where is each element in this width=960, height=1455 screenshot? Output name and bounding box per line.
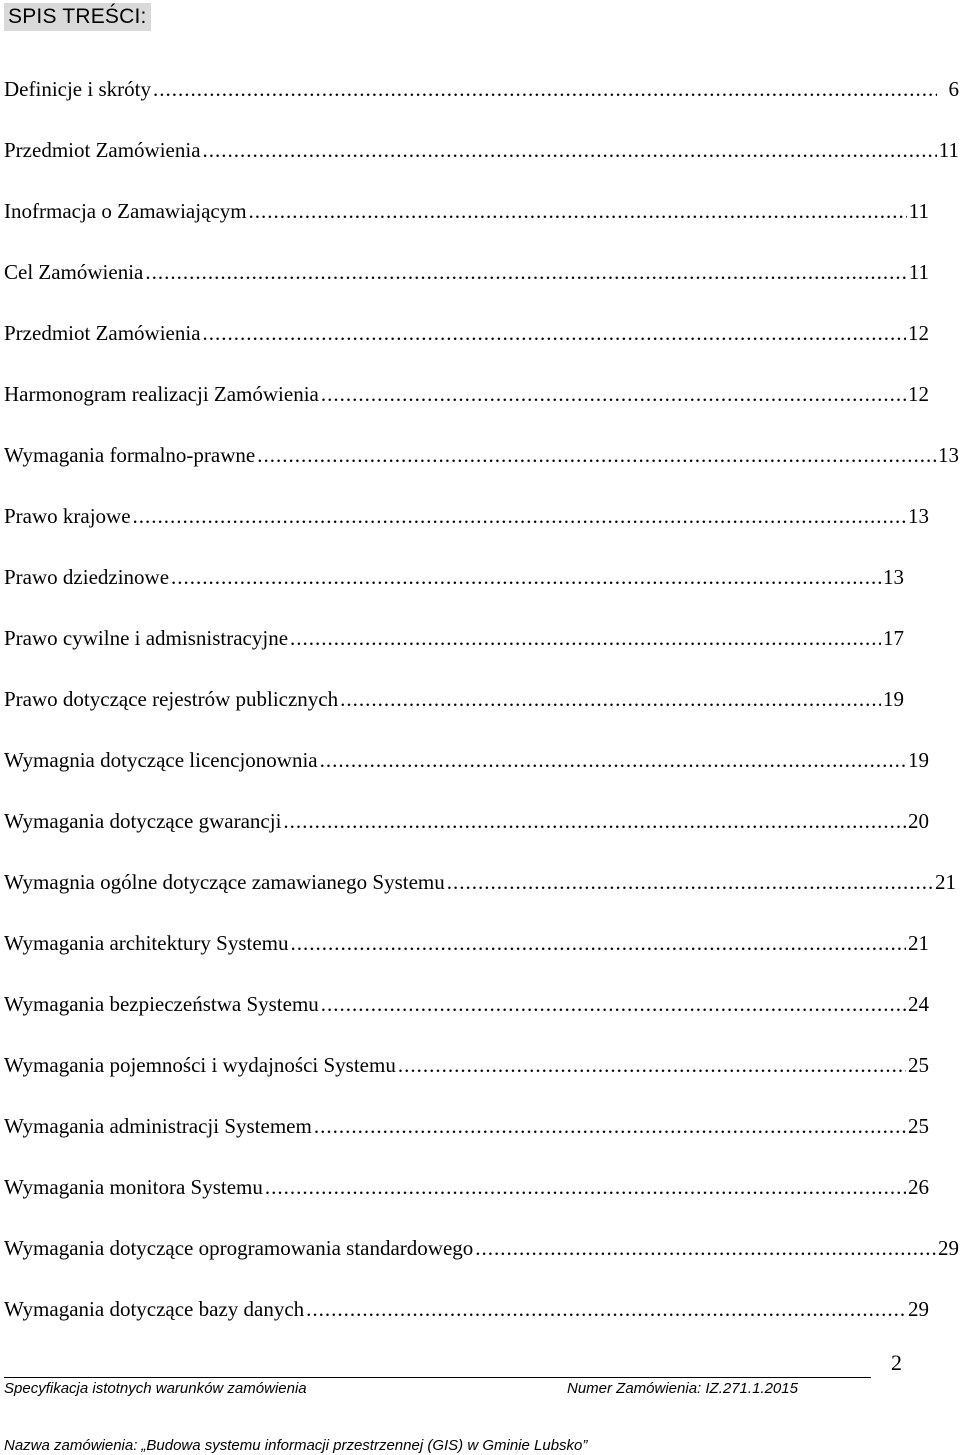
toc-entry-title: Wymagania dotyczące gwarancji (4, 809, 282, 833)
dot-leader (320, 743, 906, 777)
dot-leader (257, 438, 936, 472)
toc-entry-title: Definicje i skróty (4, 77, 151, 101)
toc-entry-title: Prawo dziedzinowe (4, 565, 170, 589)
dot-leader (283, 804, 906, 838)
dot-leader (249, 194, 907, 228)
toc-entry-page: 11 (938, 138, 959, 162)
toc-entry[interactable] (4, 743, 929, 804)
footer-order-name-value: „Budowa systemu informacji przestrzennej (GIS) w Gminie Lubsko” (141, 1437, 588, 1454)
toc-entry-title: Wymagania formalno-prawne (4, 443, 256, 467)
dot-leader (340, 682, 881, 716)
toc-entry-page: 11 (908, 260, 929, 284)
toc-entry[interactable] (4, 499, 929, 560)
dot-leader (145, 255, 906, 289)
dot-leader (265, 1170, 906, 1204)
dot-leader (133, 499, 906, 533)
toc-entry[interactable] (4, 133, 959, 194)
toc-entry[interactable] (4, 1231, 959, 1292)
footer-divider (4, 1377, 871, 1378)
toc-entry-title: Prawo cywilne i admisnistracyjne (4, 626, 289, 650)
footer-spec-line (4, 1380, 864, 1398)
dot-leader (290, 926, 906, 960)
toc-entry-title: Inofrmacja o Zamawiającym (4, 199, 247, 223)
toc-entry[interactable] (4, 255, 929, 316)
toc-entry-page: 12 (908, 382, 929, 406)
toc-entry[interactable] (4, 1109, 929, 1170)
toc-entry-page: 19 (908, 748, 929, 772)
page-number: 2 (891, 1350, 902, 1375)
dot-leader (447, 865, 933, 899)
toc-entry[interactable] (4, 1170, 929, 1231)
dot-leader (203, 316, 906, 350)
footer-order-number: Numer Zamówienia: IZ.271.1.2015 (567, 1380, 798, 1397)
toc-entry-page: 19 (883, 687, 904, 711)
toc-entry-page: 21 (935, 870, 956, 894)
toc-entry-page: 29 (908, 1297, 929, 1321)
toc-entry-title: Wymagania monitora Systemu (4, 1175, 263, 1199)
toc-entry-page: 21 (908, 931, 929, 955)
toc-entry-title: Prawo krajowe (4, 504, 131, 528)
toc-entry-page: 11 (908, 199, 929, 223)
toc-entry[interactable] (4, 1292, 929, 1353)
dot-leader (306, 1292, 906, 1326)
dot-leader (314, 1109, 906, 1143)
toc-entry-page: 13 (908, 504, 929, 528)
dot-leader (321, 377, 906, 411)
toc-entry-title: Przedmiot Zamówienia (4, 321, 201, 345)
toc-entry[interactable] (4, 926, 929, 987)
toc-entry-title: Wymagania pojemności i wydajności Systemu (4, 1053, 396, 1077)
toc-entry-title: Harmonogram realizacji Zamówienia (4, 382, 319, 406)
dot-leader (203, 133, 937, 167)
toc-entry-page: 26 (908, 1175, 929, 1199)
toc-entry[interactable] (4, 438, 959, 499)
toc-entry-title: Cel Zamówienia (4, 260, 144, 284)
toc-entry[interactable] (4, 865, 956, 926)
dot-leader (321, 987, 906, 1021)
toc-entry-title: Przedmiot Zamówienia (4, 138, 201, 162)
dot-leader (475, 1231, 936, 1265)
toc-entry-title: Wymagnia dotyczące licencjonownia (4, 748, 318, 772)
toc-entry-page: 25 (908, 1114, 929, 1138)
dot-leader (290, 621, 881, 655)
footer-order-name-label: Nazwa zamówienia: (4, 1437, 138, 1454)
table-of-contents (4, 72, 960, 1353)
toc-entry[interactable] (4, 621, 904, 682)
toc-entry-title: Wymagania dotyczące bazy danych (4, 1297, 305, 1321)
toc-entry-title: Wymagania bezpieczeństwa Systemu (4, 992, 319, 1016)
footer-order-name (4, 1437, 587, 1455)
toc-entry-title: Wymagania administracji Systemem (4, 1114, 312, 1138)
toc-entry[interactable] (4, 1048, 929, 1109)
toc-entry[interactable] (4, 682, 904, 743)
dot-leader (171, 560, 881, 594)
toc-heading: SPIS TREŚCI: (4, 3, 151, 31)
footer-document-title: Specyfikacja istotnych warunków zamówienia (4, 1380, 307, 1397)
toc-entry[interactable] (4, 316, 929, 377)
toc-entry[interactable] (4, 560, 904, 621)
toc-entry-page: 24 (908, 992, 929, 1016)
toc-entry-page: 29 (938, 1236, 959, 1260)
toc-entry-title: Wymagnia ogólne dotyczące zamawianego Systemu (4, 870, 445, 894)
toc-entry-title: Prawo dotyczące rejestrów publicznych (4, 687, 339, 711)
toc-entry-page: 17 (883, 626, 904, 650)
toc-entry-page: 13 (938, 443, 959, 467)
toc-entry-page: 20 (908, 809, 929, 833)
toc-entry[interactable] (4, 804, 929, 865)
toc-entry-title: Wymagania dotyczące oprogramowania standardowego (4, 1236, 474, 1260)
toc-entry-title: Wymagania architektury Systemu (4, 931, 289, 955)
toc-entry-page: 6 (948, 77, 959, 101)
toc-entry-page: 25 (908, 1053, 929, 1077)
toc-entry[interactable] (4, 72, 959, 133)
toc-entry[interactable] (4, 987, 929, 1048)
toc-entry[interactable] (4, 194, 929, 255)
toc-entry-page: 12 (908, 321, 929, 345)
toc-entry-page: 13 (883, 565, 904, 589)
toc-entry[interactable] (4, 377, 929, 438)
dot-leader (398, 1048, 906, 1082)
dot-leader (153, 72, 937, 106)
